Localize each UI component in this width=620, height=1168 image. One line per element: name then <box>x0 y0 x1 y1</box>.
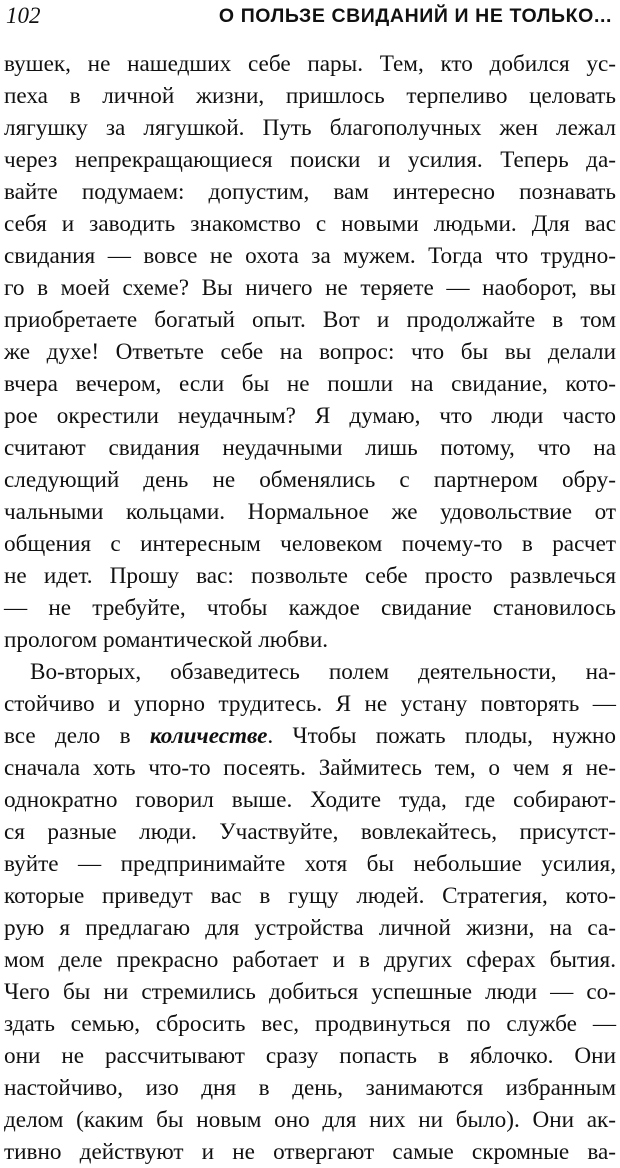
text-line: приобретаете богатый опыт. Вот и продолжайте в том <box>4 307 616 333</box>
text-line: однократно говорил выше. Ходите туда, где собирают- <box>4 787 616 813</box>
running-title: О ПОЛЬЗЕ СВИДАНИЙ И НЕ ТОЛЬКО... <box>218 5 612 27</box>
emphasized-word: количестве <box>149 723 268 749</box>
text-line: считают свидания неудачными лишь потому, что на <box>4 435 616 461</box>
text-line: мом деле прекрасно работает и в других сферах бытия. <box>4 947 616 973</box>
text-fragment: все дело в <box>4 723 150 749</box>
text-line-with-emphasis <box>4 720 616 752</box>
text-line: лягушку за лягушкой. Путь благополучных жен лежал <box>4 115 616 141</box>
text-line: Чего бы ни стремились добиться успешные люди — со- <box>4 979 616 1005</box>
text-line: вуйте — предпринимайте хотя бы небольшие усилия, <box>4 851 616 877</box>
text-line: рую я предлагаю для устройства личной жизни, на са- <box>4 915 616 941</box>
text-line: рое окрестили неудачным? Я думаю, что люди часто <box>4 403 616 429</box>
text-line: же духе! Ответьте себе на вопрос: что бы вы делали <box>4 339 616 365</box>
text-fragment: . Чтобы пожать плоды, нужно <box>267 723 617 749</box>
paragraph-first-line: Во-вторых, обзаведитесь полем деятельности, на- <box>30 659 616 685</box>
text-line: го в моей схеме? Вы ничего не теряете — наоборот, вы <box>4 275 616 301</box>
text-line: вчера вечером, если бы не пошли на свидание, кото- <box>4 371 616 397</box>
text-line: они не рассчитывают сразу попасть в яблочко. Они <box>4 1043 616 1069</box>
text-line: стойчиво и упорно трудитесь. Я не устану повторять — <box>4 691 616 717</box>
page-header <box>6 2 612 30</box>
page-number: 102 <box>6 3 41 28</box>
text-line: — не требуйте, чтобы каждое свидание становилось <box>4 595 616 621</box>
text-line: делом (каким бы новым оно для них ни было). Они ак- <box>4 1107 616 1133</box>
text-line: общения с интересным человеком почему-то в расчет <box>4 531 616 557</box>
text-line: настойчиво, изо дня в день, занимаются избранным <box>4 1075 616 1101</box>
text-line: свидания — вовсе не охота за мужем. Тогда что трудно- <box>4 243 616 269</box>
text-line: чальными кольцами. Нормальное же удовольствие от <box>4 499 616 525</box>
text-line: себя и заводить знакомство с новыми людьми. Для вас <box>4 211 616 237</box>
text-line: следующий день не обменялись с партнером обру- <box>4 467 616 493</box>
text-line: пеха в личной жизни, пришлось терпеливо целовать <box>4 83 616 109</box>
text-line: через непрекращающиеся поиски и усилия. Теперь да- <box>4 147 616 173</box>
text-line: здать семью, сбросить вес, продвинуться по службе — <box>4 1011 616 1037</box>
text-line: вушек, не нашедших себе пары. Тем, кто добился ус- <box>4 51 616 77</box>
text-line: ся разные люди. Участвуйте, вовлекайтесь, присутст- <box>4 819 616 845</box>
text-line: сначала хоть что-то посеять. Займитесь тем, о чем я не- <box>4 755 616 781</box>
text-line: вайте подумаем: допустим, вам интересно познавать <box>4 179 616 205</box>
text-line: тивно действуют и не отвергают самые скромные ва- <box>4 1139 616 1165</box>
text-line: прологом романтической любви. <box>4 627 329 653</box>
text-line: не идет. Прошу вас: позвольте себе просто развлечься <box>4 563 616 589</box>
text-line: которые приведут вас в гущу людей. Стратегия, кото- <box>4 883 616 909</box>
